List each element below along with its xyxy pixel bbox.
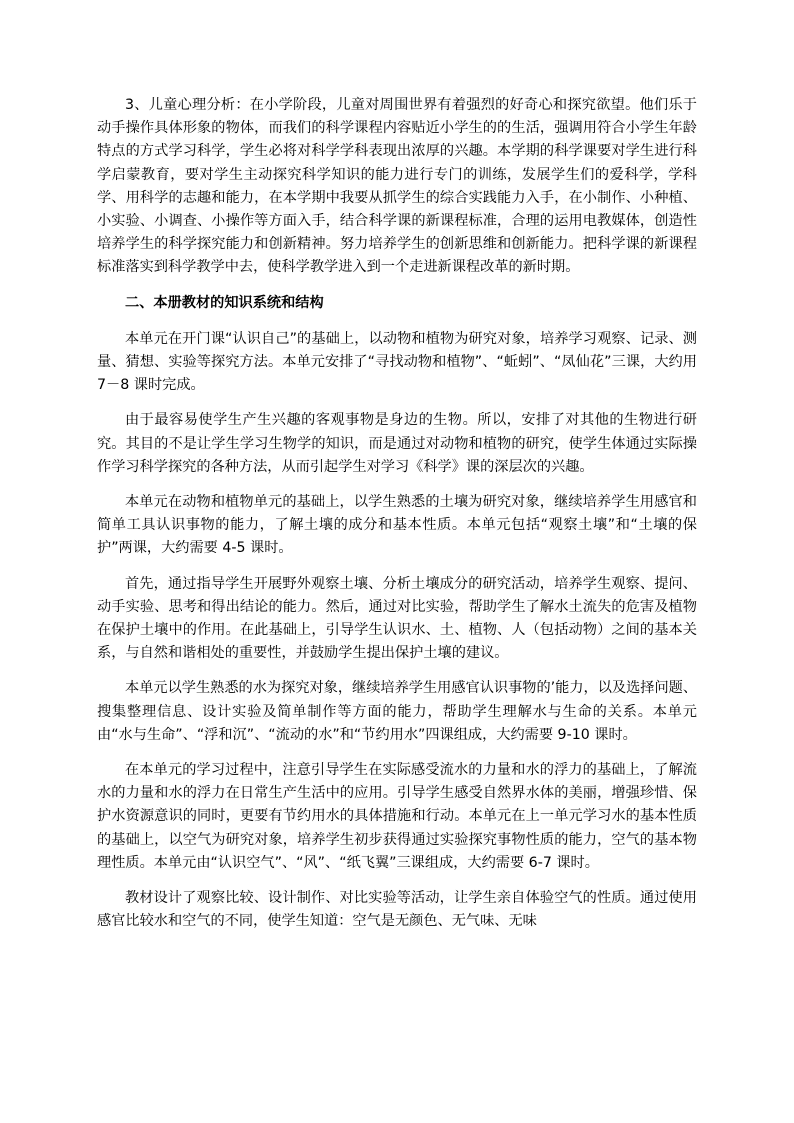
paragraph-unit-air: 在本单元的学习过程中，注意引导学生在实际感受流水的力量和水的浮力的基础上，了解流水的力量和水的浮力在日常生产生活中的应用。引导学生感受自然界水体的美丽，增强珍惜、保护水资源意识的同时，更要有节约用水的具体措施和行动。本单元在上一单元学习水的基本性质的基础上，以空气为研究对象，培养学生初步获得通过实验探究事物性质的能力，空气的基本物理性质。本单元由“认识空气”、“风”、“纸飞翼”三课组成，大约需要 6-7 课时。 — [97, 762, 697, 871]
paragraph-unit-animals-plants: 本单元在开门课“认识自己”的基础上，以动物和植物为研究对象，培养学习观察、记录、测量、猜想、实验等探究方法。本单元安排了“寻找动物和植物”、“蚯蚓”、“凤仙花”三课，大约用 7－8 课时完成。 — [97, 330, 697, 394]
section-heading: 二、本册教材的知识系统和结构 — [125, 294, 324, 311]
document-page — [97, 94, 697, 946]
paragraph-soil-activities: 首先，通过指导学生开展野外观察土壤、分析土壤成分的研究活动，培养学生观察、提问、动手实验、思考和得出结论的能力。然后，通过对比实验，帮助学生了解水土流失的危害及植物在保护土壤中的作用。在此基础上，引导学生认识水、土、植物、人（包括动物）之间的基本关系，与自然和谐相处的重要性，并鼓励学生提出保护土壤的建议。 — [97, 575, 697, 662]
paragraph-air-activities: 教材设计了观察比较、设计制作、对比实验等活动，让学生亲自体验空气的性质。通过使用感官比较水和空气的不同，使学生知道：空气是无颜色、无气味、无味 — [97, 890, 697, 930]
paragraph-unit-water: 本单元以学生熟悉的水为探究对象，继续培养学生用感官认识事物的’能力，以及选择问题、搜集整理信息、设计实验及简单制作等方面的能力，帮助学生理解水与生命的关系。本单元由“水与生命”、“浮和沉”、“流动的水”和“节约用水”四课组成，大约需要 9-10 课时。 — [97, 680, 698, 743]
paragraph-child-psychology: 3、儿童心理分析：在小学阶段，儿童对周围世界有着强烈的好奇心和探究欲望。他们乐于动手操作具体形象的物体，而我们的科学课程内容贴近小学生的的生活，强调用符合小学生年龄特点的方式学习科学，学生必将对科学学科表现出浓厚的兴趣。本学期的科学课要对学生进行科学启蒙教育，要对学生主动探究科学知识的能力进行专门的训练，发展学生们的爱科学，学科学、用科学的志趣和能力，在本学期中我要从抓学生的综合实践能力入手，在小制作、小种植、小实验、小调查、小操作等方面入手，结合科学课的新课程标准，合理的运用电教媒体，创造性培养学生的科学探究能力和创新精神。努力培养学生的创新思维和创新能力。把科学课的新课程标准落实到科学教学中去，使科学教学进入到一个走进新课程改革的新时期。 — [97, 97, 697, 276]
paragraph-living-things: 由于最容易使学生产生兴趣的客观事物是身边的生物。所以，安排了对其他的生物进行研究。其目的不是让学生学习生物学的知识，而是通过对动物和植物的研究，使学生体通过实际操作学习科学探究的各种方法，从而引起学生对学习《科学》课的深层次的兴趣。 — [97, 412, 697, 475]
paragraph-unit-soil: 本单元在动物和植物单元的基础上，以学生熟悉的土壤为研究对象，继续培养学生用感官和简单工具认识事物的能力，了解土壤的成分和基本性质。本单元包括“观察土壤”和“土壤的保护”两课，大约需要 4-5 课时。 — [97, 494, 697, 557]
